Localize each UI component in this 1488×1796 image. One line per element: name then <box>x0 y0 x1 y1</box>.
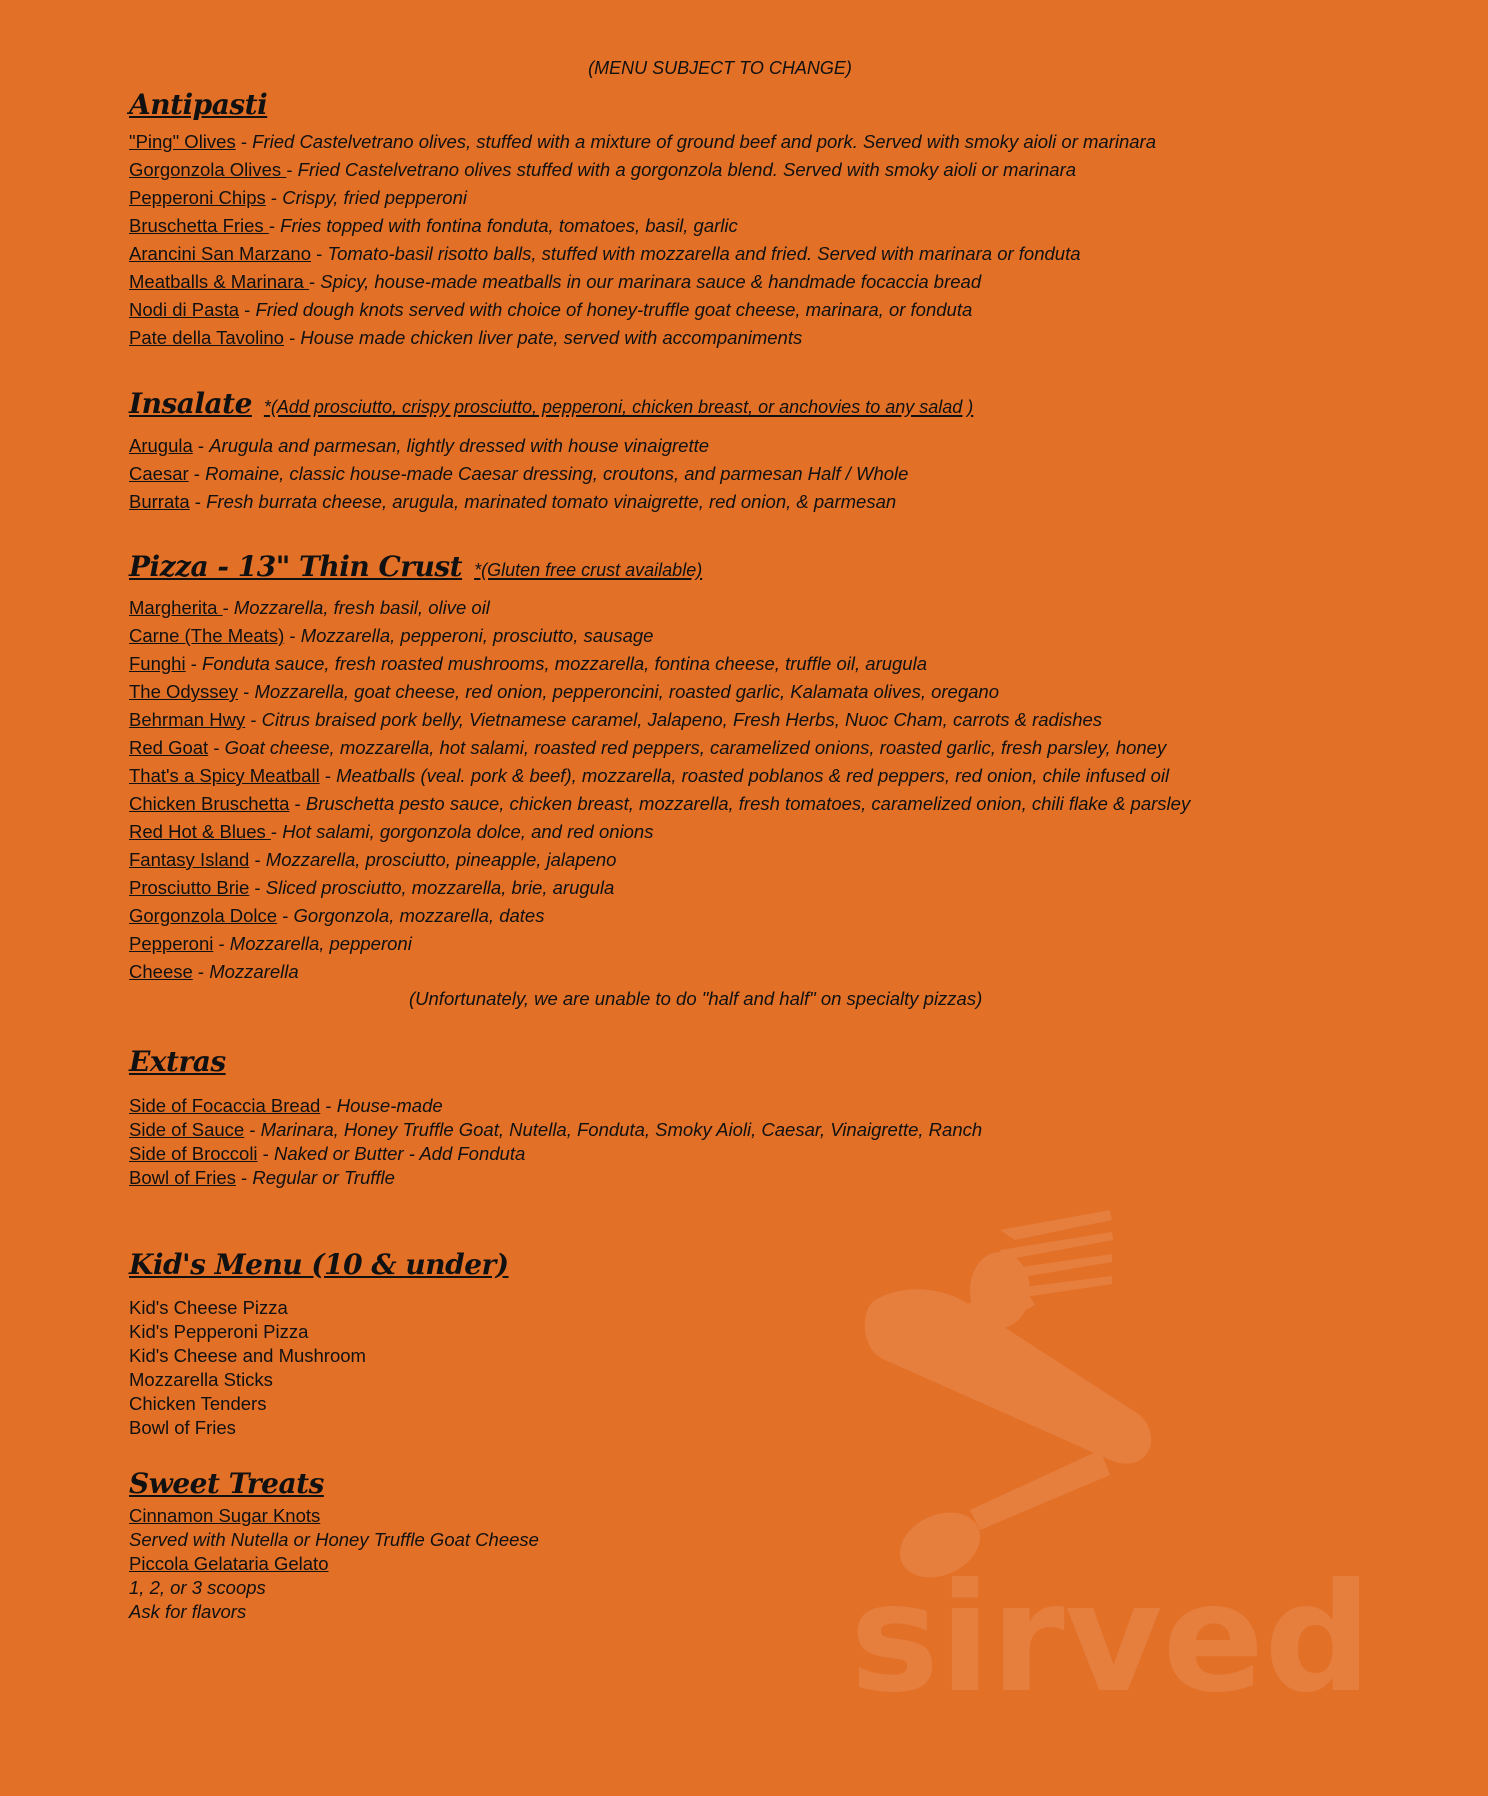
menu-item: Behrman Hwy - Citrus braised pork belly, Vietnamese caramel, Jalapeno, Fresh Herbs, Nuoc Cham, carrots & radishes <box>129 709 1103 730</box>
menu-item-description: Mozzarella <box>209 961 299 982</box>
menu-item-description: Bruschetta pesto sauce, chicken breast, mozzarella, fresh tomatoes, caramelized onion, chili flake & parsley <box>305 793 1191 814</box>
watermark-text: sirved <box>850 1552 1372 1700</box>
menu-item: Nodi di Pasta - Fried dough knots served with choice of honey-truffle goat cheese, marinara, or fonduta <box>129 299 973 320</box>
sweet-treat-line <box>129 1576 539 1600</box>
insalate-note: *(Add prosciutto, crispy prosciutto, pepperoni, chicken breast, or anchovies to any salad ) <box>263 397 974 417</box>
kids-menu-item: Chicken Tenders <box>129 1393 267 1414</box>
menu-item: Prosciutto Brie - Sliced prosciutto, mozzarella, brie, arugula <box>129 877 615 898</box>
menu-item-name: Gorgonzola Dolce <box>129 905 278 926</box>
section-title-pizza <box>129 550 702 583</box>
menu-item-name: That's a Spicy Meatball <box>129 765 320 786</box>
menu-notice: (MENU SUBJECT TO CHANGE) <box>588 58 852 78</box>
kids-menu-item: Kid's Cheese Pizza <box>129 1297 288 1318</box>
menu-item-name: Arancini San Marzano <box>129 243 312 264</box>
menu-item-description: Tomato-basil risotto balls, stuffed with mozzarella and fried. Served with marinara or fonduta <box>327 243 1081 264</box>
menu-item: Chicken Bruschetta - Bruschetta pesto sauce, chicken breast, mozzarella, fresh tomatoes, caramelized onion, chili flake & parsley <box>129 793 1191 814</box>
menu-item-description: Fresh burrata cheese, arugula, marinated tomato vinaigrette, red onion, & parmesan <box>206 491 897 512</box>
section-title-antipasti: Antipasti <box>129 88 268 121</box>
sweet-treat-name: Cinnamon Sugar Knots <box>129 1505 321 1526</box>
menu-item-description: Sliced prosciutto, mozzarella, brie, arugula <box>265 877 615 898</box>
menu-item-description: Hot salami, gorgonzola dolce, and red onions <box>282 821 654 842</box>
kids-menu-item: Kid's Pepperoni Pizza <box>129 1321 309 1342</box>
insalate-title-text: Insalate <box>129 387 252 420</box>
menu-item-description: Fried Castelvetrano olives, stuffed with a mixture of ground beef and pork. Served with smoky aioli or marinara <box>252 131 1156 152</box>
menu-item-name: Carne (The Meats) <box>129 625 285 646</box>
menu-item-description: Crispy, fried pepperoni <box>282 187 467 208</box>
sweet-treat-line <box>129 1528 539 1552</box>
kids-menu-item: Mozzarella Sticks <box>129 1369 273 1390</box>
menu-item: Carne (The Meats) - Mozzarella, pepperoni, prosciutto, sausage <box>129 625 654 646</box>
menu-item-name: Red Goat <box>129 737 209 758</box>
menu-item-description: Mozzarella, pepperoni <box>229 933 412 954</box>
section-title-insalate <box>129 387 973 420</box>
menu-item-description: House-made <box>336 1095 443 1116</box>
extras-list <box>129 1094 982 1190</box>
sirved-watermark <box>850 1210 1430 1700</box>
menu-item: Red Goat - Goat cheese, mozzarella, hot salami, roasted red peppers, caramelized onions, roasted garlic, fresh parsley, honey <box>129 737 1167 758</box>
menu-item-name: Pepperoni Chips <box>129 187 266 208</box>
menu-item-description: Gorgonzola, mozzarella, dates <box>293 905 545 926</box>
menu-item: Caesar - Romaine, classic house-made Caesar dressing, croutons, and parmesan Half / Whole <box>129 463 909 484</box>
menu-item-description: Meatballs (veal. pork & beef), mozzarella, roasted poblanos & red peppers, red onion, chile infused oil <box>336 765 1170 786</box>
menu-item: Side of Focaccia Bread - House-made <box>129 1095 443 1116</box>
menu-item: The Odyssey - Mozzarella, goat cheese, red onion, pepperoncini, roasted garlic, Kalamata olives, oregano <box>129 681 1000 702</box>
menu-item: Fantasy Island - Mozzarella, prosciutto, pineapple, jalapeno <box>129 849 617 870</box>
menu-item: Pate della Tavolino - House made chicken liver pate, served with accompaniments <box>129 327 803 348</box>
menu-item-name: Cheese <box>129 961 193 982</box>
menu-item: Red Hot & Blues - Hot salami, gorgonzola dolce, and red onions <box>129 821 654 842</box>
menu-item-description: Regular or Truffle <box>252 1167 395 1188</box>
menu-item: Pepperoni - Mozzarella, pepperoni <box>129 933 412 954</box>
menu-item-description: Goat cheese, mozzarella, hot salami, roasted red peppers, caramelized onions, roasted garlic, fresh parsley, honey <box>224 737 1167 758</box>
menu-item-name: Side of Focaccia Bread <box>129 1095 321 1116</box>
pizza-list <box>129 594 1190 986</box>
menu-item: Gorgonzola Dolce - Gorgonzola, mozzarella, dates <box>129 905 545 926</box>
menu-item-description: House made chicken liver pate, served with accompaniments <box>300 327 803 348</box>
menu-item-description: Mozzarella, fresh basil, olive oil <box>233 597 490 618</box>
kids-list <box>129 1296 366 1440</box>
menu-item: That's a Spicy Meatball - Meatballs (veal. pork & beef), mozzarella, roasted poblanos & red peppers, red onion, chile infused oil <box>129 765 1170 786</box>
menu-item: Bruschetta Fries - Fries topped with fontina fonduta, tomatoes, basil, garlic <box>129 215 738 236</box>
menu-item-name: Behrman Hwy <box>129 709 246 730</box>
menu-item-name: Margherita <box>129 597 223 618</box>
insalate-list <box>129 432 908 516</box>
menu-item-description: Naked or Butter - Add Fonduta <box>274 1143 526 1164</box>
menu-item-description: Mozzarella, goat cheese, red onion, pepperoncini, roasted garlic, Kalamata olives, oregano <box>254 681 1000 702</box>
menu-item-description: Fried dough knots served with choice of honey-truffle goat cheese, marinara, or fonduta <box>255 299 973 320</box>
menu-item: Funghi - Fonduta sauce, fresh roasted mushrooms, mozzarella, fontina cheese, truffle oil, arugula <box>129 653 927 674</box>
menu-item-description: Fried Castelvetrano olives stuffed with a gorgonzola blend. Served with smoky aioli or marinara <box>297 159 1077 180</box>
menu-item-name: Caesar <box>129 463 189 484</box>
menu-item: Arancini San Marzano - Tomato-basil risotto balls, stuffed with mozzarella and fried. Served with marinara or fonduta <box>129 243 1081 264</box>
pizza-footnote: (Unfortunately, we are unable to do "half and half" on specialty pizzas) <box>409 988 983 1009</box>
menu-item-name: Pate della Tavolino <box>129 327 284 348</box>
menu-item-name: Chicken Bruschetta <box>129 793 290 814</box>
menu-item-description: Mozzarella, pepperoni, prosciutto, sausage <box>300 625 654 646</box>
menu-item-description: Mozzarella, prosciutto, pineapple, jalapeno <box>265 849 617 870</box>
menu-item-name: Side of Sauce <box>129 1119 245 1140</box>
menu-item: "Ping" Olives - Fried Castelvetrano olives, stuffed with a mixture of ground beef and pork. Served with smoky aioli or marinara <box>129 131 1156 152</box>
sweet-treat-line <box>129 1504 539 1528</box>
menu-item: Meatballs & Marinara - Spicy, house-made meatballs in our marinara sauce & handmade focaccia bread <box>129 271 982 292</box>
menu-item-description: Romaine, classic house-made Caesar dressing, croutons, and parmesan Half / Whole <box>205 463 909 484</box>
menu-item: Cheese - Mozzarella <box>129 961 299 982</box>
section-title-extras: Extras <box>129 1045 226 1078</box>
pizza-note: *(Gluten free crust available) <box>474 560 703 580</box>
menu-item: Arugula - Arugula and parmesan, lightly dressed with house vinaigrette <box>129 435 710 456</box>
menu-item-name: Arugula <box>129 435 193 456</box>
sweet-treat-line <box>129 1600 539 1624</box>
menu-item-name: Prosciutto Brie <box>129 877 250 898</box>
menu-item: Pepperoni Chips - Crispy, fried pepperoni <box>129 187 467 208</box>
sweet-treat-description: Served with Nutella or Honey Truffle Goat Cheese <box>129 1529 539 1550</box>
menu-item-name: Fantasy Island <box>129 849 250 870</box>
sweets-list <box>129 1504 539 1624</box>
menu-item-name: Red Hot & Blues <box>129 821 271 842</box>
section-title-sweets: Sweet Treats <box>129 1467 324 1500</box>
menu-item-name: Bowl of Fries <box>129 1167 236 1188</box>
menu-item: Gorgonzola Olives - Fried Castelvetrano olives stuffed with a gorgonzola blend. Served with smoky aioli or marinara <box>129 159 1077 180</box>
menu-item-description: Citrus braised pork belly, Vietnamese caramel, Jalapeno, Fresh Herbs, Nuoc Cham, carrots & radishes <box>261 709 1103 730</box>
kids-menu-item: Bowl of Fries <box>129 1417 236 1438</box>
menu-item-name: Nodi di Pasta <box>129 299 240 320</box>
menu-item-name: "Ping" Olives <box>129 131 236 152</box>
antipasti-list <box>129 128 1156 352</box>
menu-item-name: Meatballs & Marinara <box>129 271 309 292</box>
menu-item-name: Funghi <box>129 653 186 674</box>
sweet-treat-description: 1, 2, or 3 scoops <box>129 1577 266 1598</box>
menu-item-description: Fonduta sauce, fresh roasted mushrooms, mozzarella, fontina cheese, truffle oil, arugula <box>202 653 927 674</box>
menu-item-description: Arugula and parmesan, lightly dressed with house vinaigrette <box>209 435 710 456</box>
menu-item-name: Pepperoni <box>129 933 214 954</box>
kids-menu-item: Kid's Cheese and Mushroom <box>129 1345 366 1366</box>
menu-item: Side of Broccoli - Naked or Butter - Add Fonduta <box>129 1143 526 1164</box>
menu-item: Side of Sauce - Marinara, Honey Truffle Goat, Nutella, Fonduta, Smoky Aioli, Caesar, Vinaigrette, Ranch <box>129 1119 983 1140</box>
menu-item-description: Spicy, house-made meatballs in our marinara sauce & handmade focaccia bread <box>320 271 982 292</box>
menu-item-description: Marinara, Honey Truffle Goat, Nutella, Fonduta, Smoky Aioli, Caesar, Vinaigrette, Ranch <box>260 1119 983 1140</box>
pizza-title-text: Pizza - 13" Thin Crust <box>129 550 463 583</box>
menu-item: Burrata - Fresh burrata cheese, arugula, marinated tomato vinaigrette, red onion, & parmesan <box>129 491 897 512</box>
sweet-treat-line <box>129 1552 539 1576</box>
menu-item: Bowl of Fries - Regular or Truffle <box>129 1167 395 1188</box>
sweet-treat-name: Piccola Gelataria Gelato <box>129 1553 329 1574</box>
knife-fork-spoon-icon <box>865 1210 1151 1590</box>
menu-item-description: Fries topped with fontina fonduta, tomatoes, basil, garlic <box>280 215 738 236</box>
section-title-kids: Kid's Menu (10 & under) <box>129 1248 509 1281</box>
menu-item-name: Gorgonzola Olives <box>129 159 287 180</box>
sweet-treat-description: Ask for flavors <box>129 1601 247 1622</box>
menu-item-name: Side of Broccoli <box>129 1143 258 1164</box>
menu-item-name: The Odyssey <box>129 681 238 702</box>
menu-item: Margherita - Mozzarella, fresh basil, olive oil <box>129 597 490 618</box>
menu-item-name: Bruschetta Fries <box>129 215 269 236</box>
menu-item-name: Burrata <box>129 491 190 512</box>
